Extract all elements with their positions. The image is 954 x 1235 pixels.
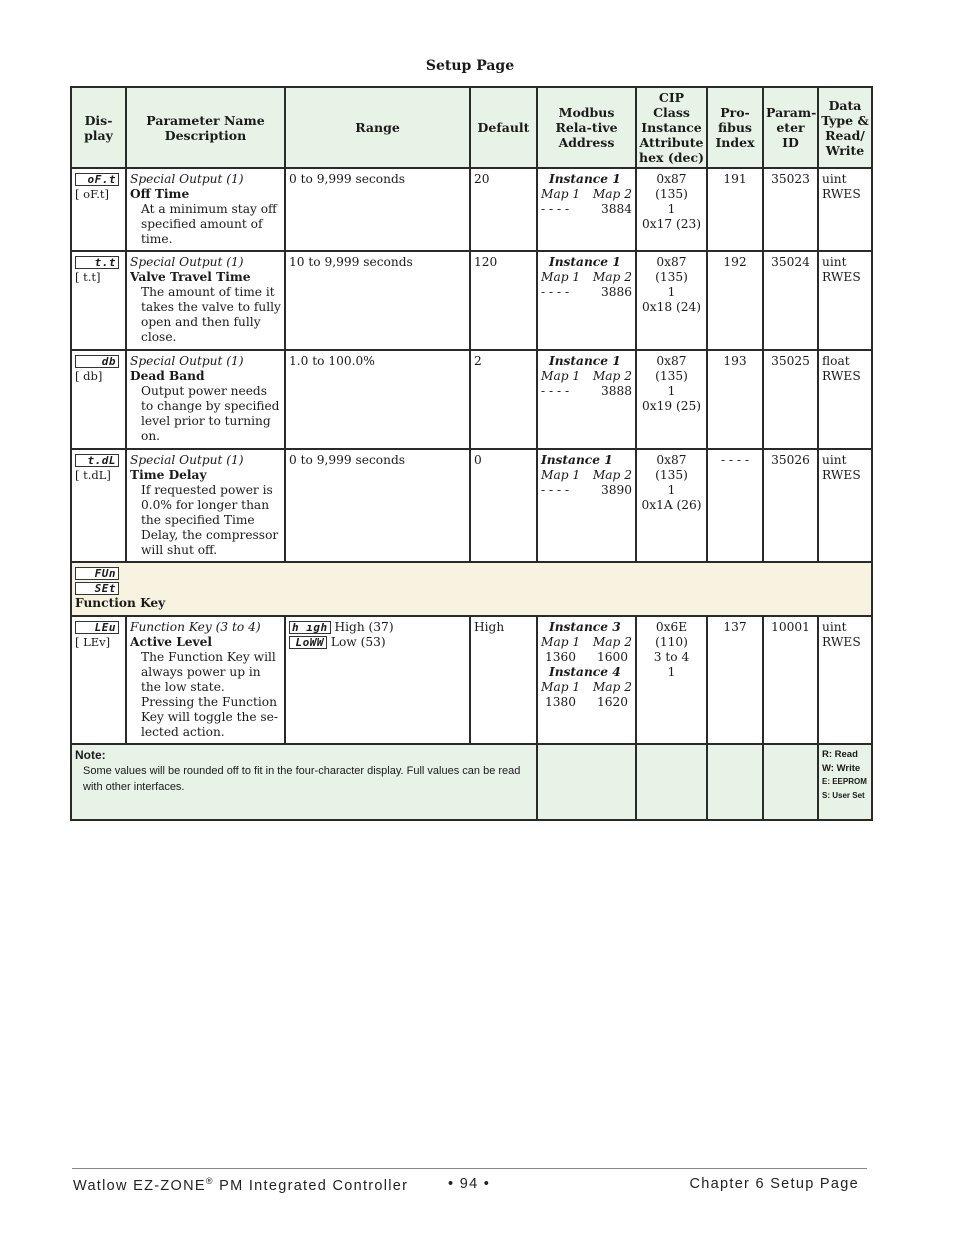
cip-class: 0x87 (135) xyxy=(655,255,688,284)
legend-eeprom: E: EEPROM xyxy=(822,777,867,786)
param-description: At a minimum stay off specified amount of time. xyxy=(141,202,277,246)
profibus-index: 137 xyxy=(707,616,763,744)
param-id: 35024 xyxy=(763,251,818,350)
modbus-instance: Instance 1 xyxy=(541,453,613,467)
param-name: Active Level xyxy=(130,635,213,649)
cip-attribute: 0x17 (23) xyxy=(641,217,702,231)
modbus-instance: Instance 1 xyxy=(549,172,621,186)
read-write: RWES xyxy=(822,369,861,383)
note-heading: Note: xyxy=(75,748,106,762)
display-code: [ LEv] xyxy=(75,635,111,649)
cip-attribute: 0x1A (26) xyxy=(641,498,702,512)
header-cip: CIP Class Instance Attribute hex (dec) xyxy=(636,87,707,168)
param-id: 10001 xyxy=(763,616,818,744)
setup-table xyxy=(70,86,873,821)
cip-instance: 1 xyxy=(667,483,676,497)
option-high-lcd: h ıgh xyxy=(289,621,331,634)
option-low-label: Low (53) xyxy=(330,635,386,649)
cip-class: 0x87 (135) xyxy=(655,354,688,383)
table-row xyxy=(71,616,872,744)
table-row xyxy=(71,449,872,562)
display-code: [ t.t] xyxy=(75,270,101,284)
footer-chapter: Chapter 6 Setup Page xyxy=(689,1176,859,1192)
cip-instance: 1 xyxy=(667,285,676,299)
param-id: 35023 xyxy=(763,168,818,251)
legend-read: R: Read xyxy=(822,749,858,760)
cip-class: 0x6E (110) xyxy=(655,620,688,649)
param-name: Time Delay xyxy=(130,468,207,482)
param-name: Valve Travel Time xyxy=(130,270,251,284)
range-value: 0 to 9,999 seconds xyxy=(285,449,470,562)
option-low-lcd: LoWW xyxy=(289,636,327,649)
map1-value: - - - - xyxy=(541,483,570,497)
range-value: 10 to 9,999 seconds xyxy=(285,251,470,350)
header-parameter: Parameter Name Description xyxy=(126,87,285,168)
section-lcd-set: SEt xyxy=(75,582,119,595)
legend-user-set: S: User Set xyxy=(822,790,865,800)
map1-label: Map 1 xyxy=(541,635,581,649)
modbus-instance-3: Instance 3 xyxy=(549,620,621,634)
default-value: 2 xyxy=(470,350,537,449)
range-value: 1.0 to 100.0% xyxy=(285,350,470,449)
table-row xyxy=(71,251,872,350)
footer-brand: Watlow EZ-ZONE xyxy=(73,1177,206,1194)
note-text: Some values will be rounded off to fit in the four-character display. Full values can be read with other interfaces. xyxy=(83,765,521,793)
map2-value: 1600 xyxy=(596,650,628,664)
footer-page-number: • 94 • xyxy=(448,1176,491,1192)
map2-value: 3888 xyxy=(600,384,632,398)
footer-product: PM Integrated Controller xyxy=(213,1177,409,1194)
param-group: Special Output (1) xyxy=(130,172,244,186)
profibus-index: 191 xyxy=(707,168,763,251)
default-value: 120 xyxy=(470,251,537,350)
note-row xyxy=(71,744,872,820)
cip-attribute: 0x19 (25) xyxy=(641,399,702,413)
section-lcd-fun: FUn xyxy=(75,567,119,580)
display-code: [ oF.t] xyxy=(75,187,110,201)
map2-value: 3886 xyxy=(600,285,632,299)
header-profibus: Pro-fibus Index xyxy=(707,87,763,168)
section-label: Function Key xyxy=(75,596,166,610)
modbus-instance-4: Instance 4 xyxy=(549,665,621,679)
data-type: uint xyxy=(822,255,847,269)
lcd-display: db xyxy=(75,355,119,368)
range-value: 0 to 9,999 seconds xyxy=(285,168,470,251)
header-display: Dis-play xyxy=(71,87,126,168)
param-id: 35026 xyxy=(763,449,818,562)
param-description: The Function Key will always power up in the low state. xyxy=(141,650,276,694)
display-code: [ t.dL] xyxy=(75,468,111,482)
map2-label: Map 2 xyxy=(592,369,632,383)
footer-registered: ® xyxy=(205,1176,214,1186)
map2-value: 1620 xyxy=(596,695,628,709)
param-description: Output power needs to change by specified level prior to turning on. xyxy=(141,384,280,443)
data-type: float xyxy=(822,354,850,368)
header-param-id: Param-eter ID xyxy=(763,87,818,168)
cip-class: 0x87 (135) xyxy=(655,172,688,201)
cip-attribute: 0x18 (24) xyxy=(641,300,702,314)
param-description: If requested power is 0.0% for longer than the specified Time Delay, the compressor will shut off. xyxy=(141,483,279,557)
param-description-2: Pressing the Function Key will toggle the se-lected action. xyxy=(141,695,278,739)
param-description: The amount of time it takes the valve to fully open and then fully close. xyxy=(141,285,281,344)
display-code: [ db] xyxy=(75,369,103,383)
lcd-display: LEu xyxy=(75,621,119,634)
map1-value: - - - - xyxy=(541,202,570,216)
header-default: Default xyxy=(470,87,537,168)
lcd-display: t.t xyxy=(75,256,119,269)
map1-value: - - - - xyxy=(541,384,570,398)
map1-label: Map 1 xyxy=(541,468,581,482)
param-name: Off Time xyxy=(130,187,190,201)
page-title: Setup Page xyxy=(425,58,515,74)
param-id: 35025 xyxy=(763,350,818,449)
profibus-index: 192 xyxy=(707,251,763,350)
read-write: RWES xyxy=(822,635,861,649)
map2-label: Map 2 xyxy=(592,635,632,649)
footer-divider xyxy=(72,1168,867,1169)
map2-label: Map 2 xyxy=(592,680,632,694)
default-value: 20 xyxy=(470,168,537,251)
modbus-instance: Instance 1 xyxy=(549,354,621,368)
cip-instance: 3 to 4 xyxy=(653,650,690,664)
map1-value: 1380 xyxy=(545,695,577,709)
map1-value: 1360 xyxy=(545,650,577,664)
map1-label: Map 1 xyxy=(541,187,581,201)
lcd-display: t.dL xyxy=(75,454,119,467)
param-group: Special Output (1) xyxy=(130,354,244,368)
default-value: High xyxy=(470,616,537,744)
legend-write: W: Write xyxy=(822,762,861,774)
option-high-label: High (37) xyxy=(334,620,394,634)
header-data-type: Data Type & Read/ Write xyxy=(818,87,872,168)
map1-label: Map 1 xyxy=(541,680,581,694)
param-group: Function Key (3 to 4) xyxy=(130,620,261,634)
profibus-index: - - - - xyxy=(707,449,763,562)
map2-value: 3890 xyxy=(600,483,632,497)
map2-label: Map 2 xyxy=(592,468,632,482)
map2-label: Map 2 xyxy=(592,270,632,284)
param-name: Dead Band xyxy=(130,369,205,383)
read-write: RWES xyxy=(822,187,861,201)
data-type: uint xyxy=(822,172,847,186)
section-row-function-key xyxy=(71,562,872,616)
map1-label: Map 1 xyxy=(541,270,581,284)
map1-value: - - - - xyxy=(541,285,570,299)
cip-attribute: 1 xyxy=(667,665,676,679)
cip-instance: 1 xyxy=(667,202,676,216)
header-modbus: Modbus Rela-tive Address xyxy=(537,87,636,168)
profibus-index: 193 xyxy=(707,350,763,449)
read-write: RWES xyxy=(822,468,861,482)
data-type: uint xyxy=(822,453,847,467)
map1-label: Map 1 xyxy=(541,369,581,383)
header-range: Range xyxy=(285,87,470,168)
table-row xyxy=(71,350,872,449)
map2-value: 3884 xyxy=(600,202,632,216)
default-value: 0 xyxy=(470,449,537,562)
cip-instance: 1 xyxy=(667,384,676,398)
cip-class: 0x87 (135) xyxy=(655,453,688,482)
map2-label: Map 2 xyxy=(592,187,632,201)
param-group: Special Output (1) xyxy=(130,255,244,269)
param-group: Special Output (1) xyxy=(130,453,244,467)
modbus-instance: Instance 1 xyxy=(549,255,621,269)
lcd-display: oF.t xyxy=(75,173,119,186)
data-type: uint xyxy=(822,620,847,634)
table-row xyxy=(71,168,872,251)
header-row xyxy=(71,87,872,168)
read-write: RWES xyxy=(822,270,861,284)
